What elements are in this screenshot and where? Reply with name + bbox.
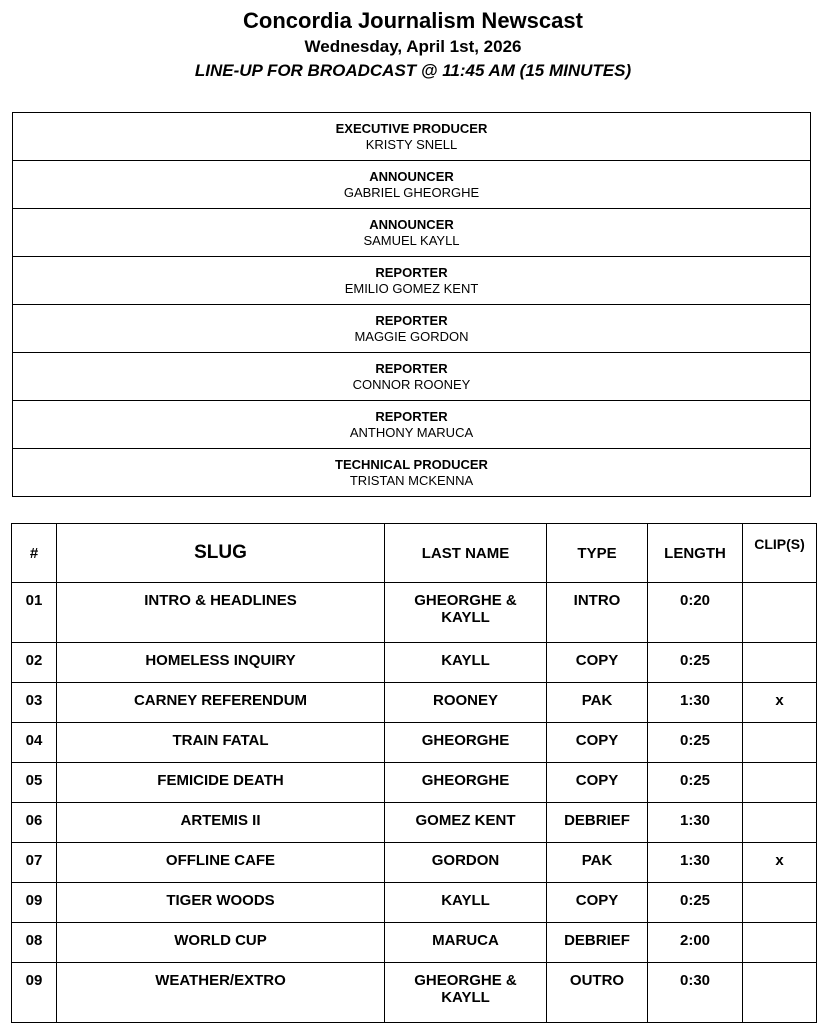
crew-role: EXECUTIVE PRODUCER (335, 120, 488, 136)
rundown-last-name: GHEORGHE & KAYLL (385, 963, 547, 1023)
broadcast-date: Wednesday, April 1st, 2026 (304, 37, 522, 56)
crew-cell (13, 257, 811, 305)
rundown-last-name: KAYLL (385, 643, 547, 683)
crew-name: EMILIO GOMEZ KENT (344, 280, 479, 296)
rundown-clips (743, 583, 817, 643)
rundown-clips (743, 643, 817, 683)
document-header (0, 8, 826, 83)
rundown-length: 1:30 (648, 683, 743, 723)
crew-role: REPORTER (375, 408, 448, 424)
crew-cell (13, 209, 811, 257)
crew-row (13, 113, 811, 161)
crew-cell (13, 113, 811, 161)
crew-name: SAMUEL KAYLL (363, 232, 460, 248)
crew-name: CONNOR ROONEY (352, 376, 471, 392)
rundown-number: 06 (12, 803, 57, 843)
crew-row (13, 161, 811, 209)
rundown-type: PAK (547, 843, 648, 883)
crew-row (13, 449, 811, 497)
crew-role: REPORTER (375, 360, 448, 376)
table-row (12, 723, 817, 763)
rundown-last-name: GOMEZ KENT (385, 803, 547, 843)
rundown-last-name: GORDON (385, 843, 547, 883)
rundown-type: COPY (547, 643, 648, 683)
column-header-last-name: LAST NAME (385, 524, 547, 583)
rundown-length: 1:30 (648, 843, 743, 883)
rundown-clips (743, 763, 817, 803)
rundown-type: INTRO (547, 583, 648, 643)
crew-row (13, 209, 811, 257)
crew-role: TECHNICAL PRODUCER (335, 456, 488, 472)
rundown-type: COPY (547, 883, 648, 923)
table-row (12, 803, 817, 843)
crew-table (12, 112, 811, 497)
rundown-slug: OFFLINE CAFE (57, 843, 385, 883)
crew-name: ANTHONY MARUCA (349, 424, 474, 440)
column-header-number: # (12, 524, 57, 583)
rundown-length: 2:00 (648, 923, 743, 963)
rundown-slug: WORLD CUP (57, 923, 385, 963)
crew-role: REPORTER (375, 264, 448, 280)
rundown-length: 0:25 (648, 723, 743, 763)
table-row (12, 923, 817, 963)
rundown-slug: HOMELESS INQUIRY (57, 643, 385, 683)
table-row (12, 963, 817, 1023)
rundown-length: 0:20 (648, 583, 743, 643)
column-header-slug: SLUG (57, 524, 385, 583)
table-row (12, 683, 817, 723)
rundown-type: PAK (547, 683, 648, 723)
rundown-slug: TRAIN FATAL (57, 723, 385, 763)
table-row (12, 643, 817, 683)
rundown-clips (743, 723, 817, 763)
rundown-type: DEBRIEF (547, 923, 648, 963)
crew-name: KRISTY SNELL (365, 136, 458, 152)
rundown-type: COPY (547, 723, 648, 763)
table-row (12, 583, 817, 643)
rundown-clips (743, 923, 817, 963)
crew-name: TRISTAN MCKENNA (349, 472, 474, 488)
rundown-last-name: GHEORGHE (385, 723, 547, 763)
rundown-last-name: GHEORGHE & KAYLL (385, 583, 547, 643)
rundown-length: 1:30 (648, 803, 743, 843)
rundown-number: 02 (12, 643, 57, 683)
table-row (12, 763, 817, 803)
rundown-length: 0:30 (648, 963, 743, 1023)
column-header-length: LENGTH (648, 524, 743, 583)
table-row (12, 883, 817, 923)
crew-cell (13, 353, 811, 401)
crew-row (13, 401, 811, 449)
crew-role: ANNOUNCER (369, 168, 454, 184)
rundown-last-name: KAYLL (385, 883, 547, 923)
rundown-slug: FEMICIDE DEATH (57, 763, 385, 803)
rundown-clips: x (743, 843, 817, 883)
crew-row (13, 353, 811, 401)
rundown-number: 09 (12, 883, 57, 923)
crew-cell (13, 305, 811, 353)
rundown-number: 05 (12, 763, 57, 803)
rundown-length: 0:25 (648, 763, 743, 803)
crew-row (13, 257, 811, 305)
crew-row (13, 305, 811, 353)
crew-role: REPORTER (375, 312, 448, 328)
rundown-number: 04 (12, 723, 57, 763)
rundown-slug: ARTEMIS II (57, 803, 385, 843)
rundown-clips (743, 883, 817, 923)
rundown-length: 0:25 (648, 883, 743, 923)
lineup-heading: LINE-UP FOR BROADCAST @ 11:45 AM (15 MINUTES) (194, 61, 632, 80)
rundown-clips (743, 963, 817, 1023)
rundown-last-name: MARUCA (385, 923, 547, 963)
rundown-slug: WEATHER/EXTRO (57, 963, 385, 1023)
rundown-clips (743, 803, 817, 843)
rundown-type: COPY (547, 763, 648, 803)
newscast-title: Concordia Journalism Newscast (243, 8, 583, 33)
rundown-last-name: GHEORGHE (385, 763, 547, 803)
rundown-type: OUTRO (547, 963, 648, 1023)
crew-cell (13, 449, 811, 497)
rundown-number: 07 (12, 843, 57, 883)
rundown-number: 08 (12, 923, 57, 963)
column-header-clips: CLIP(S) (743, 524, 817, 583)
rundown-header-row (12, 524, 817, 583)
rundown-number: 03 (12, 683, 57, 723)
crew-name: MAGGIE GORDON (354, 328, 469, 344)
crew-cell (13, 161, 811, 209)
column-header-type: TYPE (547, 524, 648, 583)
rundown-last-name: ROONEY (385, 683, 547, 723)
rundown-table (11, 523, 817, 1023)
crew-role: ANNOUNCER (369, 216, 454, 232)
rundown-number: 09 (12, 963, 57, 1023)
rundown-type: DEBRIEF (547, 803, 648, 843)
rundown-slug: INTRO & HEADLINES (57, 583, 385, 643)
rundown-length: 0:25 (648, 643, 743, 683)
rundown-clips: x (743, 683, 817, 723)
table-row (12, 843, 817, 883)
rundown-number: 01 (12, 583, 57, 643)
crew-cell (13, 401, 811, 449)
rundown-slug: TIGER WOODS (57, 883, 385, 923)
rundown-slug: CARNEY REFERENDUM (57, 683, 385, 723)
crew-name: GABRIEL GHEORGHE (343, 184, 480, 200)
